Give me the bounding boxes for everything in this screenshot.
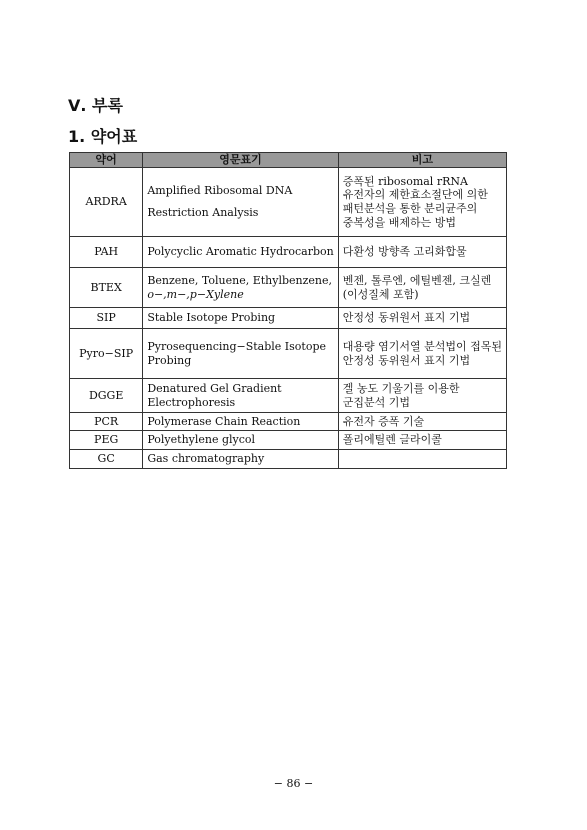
note-cell xyxy=(338,308,506,329)
table-row xyxy=(70,413,507,431)
note-line: 다환성 방향족 고리화합물 xyxy=(342,245,467,259)
abbr-cell: DGGE xyxy=(70,379,143,413)
table-row xyxy=(70,329,507,379)
header-english: 영문표기 xyxy=(143,153,338,168)
note-line: 폴리에틸렌 글라이콜 xyxy=(342,433,442,447)
header-note: 비고 xyxy=(338,153,506,168)
table-row xyxy=(70,379,507,413)
english-line: Electrophoresis xyxy=(147,395,236,409)
english-line: Benzene, Toluene, Ethylbenzene, xyxy=(147,273,333,287)
note-cell xyxy=(338,168,506,237)
note-line: (이성질체 포함) xyxy=(342,287,419,301)
english-line: Amplified Ribosomal DNA xyxy=(147,184,293,198)
english-cell xyxy=(143,379,338,413)
english-line: Polyethylene glycol xyxy=(147,433,256,447)
english-line: Polycyclic Aromatic Hydrocarbon xyxy=(147,245,334,259)
note-cell xyxy=(338,237,506,268)
note-cell xyxy=(338,379,506,413)
english-cell xyxy=(143,413,338,431)
note-line: 군집분석 기법 xyxy=(342,395,410,409)
note-line: 안정성 동위원서 표지 기법 xyxy=(342,311,471,325)
header-abbreviation: 약어 xyxy=(70,153,143,168)
note-line: 증폭된 ribosomal rRNA xyxy=(342,174,468,188)
table-row xyxy=(70,308,507,329)
english-line: Stable Isotope Probing xyxy=(147,311,276,325)
note-cell xyxy=(338,431,506,450)
section-title: Ⅴ. 부록 xyxy=(68,96,123,115)
english-line: Gas chromatography xyxy=(147,452,265,466)
note-cell xyxy=(338,268,506,308)
abbr-cell: PAH xyxy=(70,237,143,268)
note-line: 중복성을 배제하는 방법 xyxy=(342,215,456,229)
abbr-cell: GC xyxy=(70,450,143,469)
abbr-cell: PEG xyxy=(70,431,143,450)
note-line: 대용량 염기서열 분석법이 접목된 xyxy=(342,339,502,353)
table-row xyxy=(70,431,507,450)
page-number: − 86 − xyxy=(273,777,314,790)
abbreviation-table xyxy=(69,152,507,469)
table-row xyxy=(70,168,507,237)
english-cell xyxy=(143,308,338,329)
note-cell xyxy=(338,413,506,431)
abbr-cell: BTEX xyxy=(70,268,143,308)
table-header-row xyxy=(70,153,507,168)
note-cell xyxy=(338,329,506,379)
note-line: 유전자의 제한효소절단에 의한 xyxy=(342,188,488,202)
note-line: 벤젠, 톨루엔, 에틸벤젠, 크실렌 xyxy=(342,273,492,287)
table-row xyxy=(70,268,507,308)
english-line: Denatured Gel Gradient xyxy=(147,381,282,395)
abbr-cell: PCR xyxy=(70,413,143,431)
english-line: Probing xyxy=(147,353,192,367)
english-line: o−,m−,p−Xylene xyxy=(147,287,244,301)
english-cell xyxy=(143,431,338,450)
english-cell xyxy=(143,450,338,469)
note-line: 겔 농도 기울기를 이용한 xyxy=(342,381,460,395)
note-line: 패턴분석을 통한 분리균주의 xyxy=(342,202,478,215)
english-cell xyxy=(143,237,338,268)
english-line: Polymerase Chain Reaction xyxy=(147,414,301,428)
abbr-cell: Pyro−SIP xyxy=(70,329,143,379)
english-cell xyxy=(143,168,338,237)
abbr-cell: ARDRA xyxy=(70,168,143,237)
english-cell xyxy=(143,268,338,308)
english-line: Restriction Analysis xyxy=(147,206,259,219)
note-cell xyxy=(338,450,506,469)
table-row xyxy=(70,237,507,268)
note-line: 안정성 동위원서 표지 기법 xyxy=(342,353,471,367)
note-line: 유전자 증폭 기술 xyxy=(342,414,425,428)
english-cell xyxy=(143,329,338,379)
table-row xyxy=(70,450,507,469)
abbr-cell: SIP xyxy=(70,308,143,329)
english-line: Pyrosequencing−Stable Isotope xyxy=(147,339,327,353)
subsection-title: 1. 약어표 xyxy=(68,127,138,146)
